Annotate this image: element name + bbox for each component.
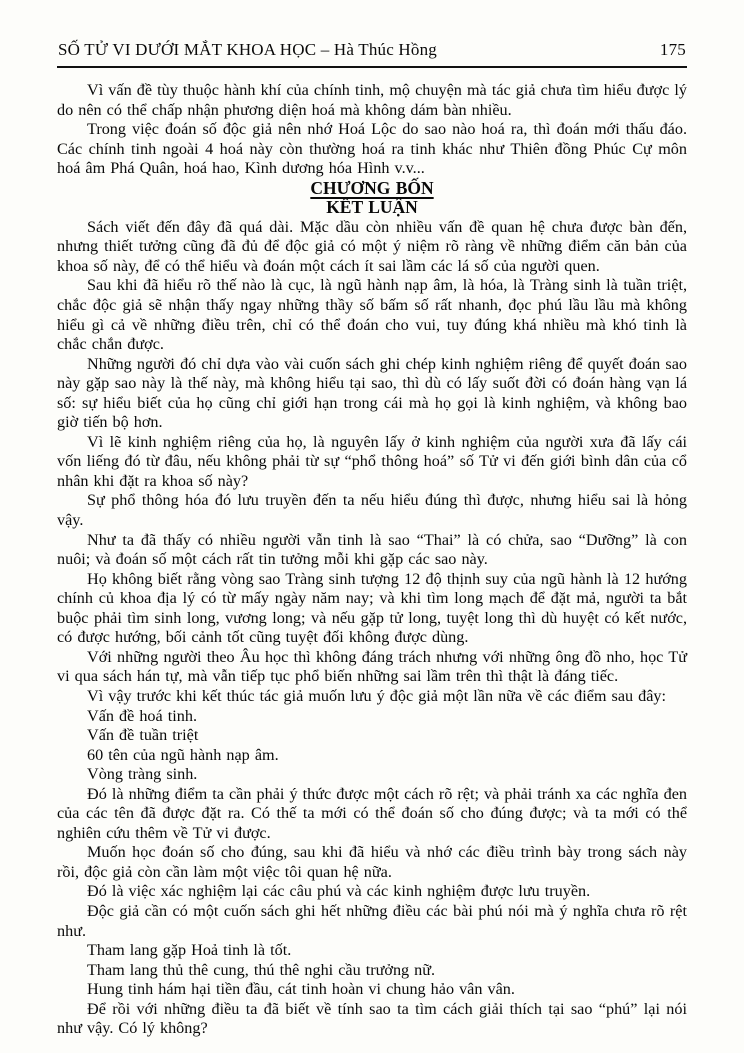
- paragraph: Vấn đề tuần triệt: [87, 726, 199, 745]
- paragraph: Vấn đề hoá tinh.: [87, 706, 197, 725]
- paragraph: Vì vậy trước khi kết thúc tác giả muốn lưu ý độc giả một lần nữa về các điểm sau đây:: [87, 686, 667, 705]
- paragraph: Những người đó chỉ dựa vào vài cuốn sách ghi chép kinh nghiệm riêng để quyết đoán sao này gặp sao này là thế này, mà không hiểu tại sao, thì dù có lấy suốt đời có đoán hàng vạn lá số: sự hiểu biết của họ cũng chỉ giới hạn trong cái mà họ gọi là kinh nghiệm, và không bao giờ tiến bộ hơn.: [57, 354, 687, 432]
- paragraph: Tham lang gặp Hoả tinh là tốt.: [87, 941, 292, 960]
- paragraph: Với những người theo Âu học thì không đáng trách nhưng với những ông đồ nho, học Tử vi qua sách hán tự, mà vẫn tiếp tục phổ biến những sai lầm trên thì thật là đáng tiếc.: [57, 647, 687, 686]
- document-body: [0, 68, 744, 1039]
- paragraph: Vì vấn đề tùy thuộc hành khí của chính tinh, mộ chuyện mà tác giả chưa tìm hiểu được lý do nên có thể chấp nhận phương diện hoá mà không dám bàn nhiều.: [57, 81, 687, 119]
- page-number: 175: [659, 40, 686, 59]
- paragraph: Đó là những điểm ta cần phải ý thức được một cách rõ rệt; và phải tránh xa các nghĩa đen của các tên đã được đặt ra. Có thế ta mới có thể đoán số cho đúng được; và ta mới có thể nghiên cứu thêm về Tử vi được.: [57, 784, 687, 842]
- paragraph: Độc giả cần có một cuốn sách ghi hết những điều các bài phú nói mà ý nghĩa chưa rõ rệt như.: [57, 901, 687, 940]
- running-header: [0, 0, 744, 60]
- chapter-subtitle: KẾT LUẬN: [326, 197, 418, 218]
- book-title: SỐ TỬ VI DƯỚI MẮT KHOA HỌC – Hà Thúc Hồng: [58, 40, 437, 59]
- paragraph: Đó là việc xác nghiệm lại các câu phú và các kinh nghiệm được lưu truyền.: [87, 882, 591, 901]
- paragraph: Họ không biết rằng vòng sao Tràng sinh tượng 12 độ thịnh suy của ngũ hành là 12 hướng chính củ khoa địa lý có từ mấy ngày năm nay; và khi tìm long mạch để đặt mả, người ta bắt buộc phải tìm sinh long, vương long; và nếu gặp tử long, tuyệt long thì dù huyệt có kết nước, có được hướng, bối cảnh tốt cũng tuyệt đối không được dùng.: [57, 569, 687, 647]
- paragraph: Sau khi đã hiểu rõ thế nào là cục, là ngũ hành nạp âm, là hóa, là Tràng sinh là tuần triệt, chắc độc giả sẽ nhận thấy ngay những thầy số bấm số rất nhanh, đọc phú lầu lầu mà không hiểu gì cả về những điều trên, chỉ có thể đoán cho vui, tuy đúng khá nhiều mà khó tinh là chắc chắn được.: [57, 276, 687, 354]
- paragraph: Như ta đã thấy có nhiều người vẫn tinh là sao “Thai” là có chửa, sao “Dưỡng” là con nuôi; và đoán số một cách rất tin tưởng mỗi khi gặp các sao này.: [57, 530, 687, 569]
- chapter-title-text: CHƯƠNG BỐN: [310, 177, 434, 198]
- paragraph: Vì lẽ kinh nghiệm riêng của họ, là nguyên lấy ở kinh nghiệm của người xưa đã lấy cái vốn liếng đó từ đâu, nếu không phải từ sự “phổ thông hoá” số Tử vi đến giới bình dân của cổ nhân khi đặt ra khoa số này?: [57, 432, 687, 490]
- paragraph: Để rồi với những điều ta đã biết về tính sao ta tìm cách giải thích tại sao “phú” lại nói như vậy. Có lý không?: [57, 999, 687, 1038]
- paragraph: Hung tinh hám hại tiền đầu, cát tinh hoàn vi chung hảo vân vân.: [87, 980, 515, 999]
- chapter-title: [57, 179, 687, 199]
- paragraph: Vòng tràng sinh.: [87, 765, 198, 784]
- paragraph: Tham lang thủ thê cung, thú thê nghi cầu trưởng nữ.: [87, 960, 436, 979]
- paragraph: Muốn học đoán số cho đúng, sau khi đã hiểu và nhớ các điều trình bày trong sách này rồi, độc giả còn cần làm một việc tôi quan hệ nữa.: [57, 843, 687, 881]
- paragraph: Sách viết đến đây đã quá dài. Mặc dầu còn nhiều vấn đề quan hệ chưa được bàn đến, nhưng thiết tưởng cũng đã đủ để độc giả có một ý niệm rõ ràng về những điểm căn bản của khoa số này, để có thể hiểu và đoán một cách ít sai lầm các lá số của người quen.: [57, 217, 687, 275]
- paragraph: Trong việc đoán số độc giả nên nhớ Hoá Lộc do sao nào hoá ra, thì đoán mới thấu đáo. Các chính tinh ngoài 4 hoá này còn thường hoá ra tinh khác như Thiên đồng Phúc Cự môn hoá âm Phá Quân, hoá hao, Kình dương hóa Hình v.v...: [57, 120, 687, 178]
- paragraph: Sự phổ thông hóa đó lưu truyền đến ta nếu hiểu đúng thì được, nhưng hiểu sai là hỏng vậy.: [57, 491, 687, 530]
- paragraph: 60 tên của ngũ hành nạp âm.: [87, 745, 279, 764]
